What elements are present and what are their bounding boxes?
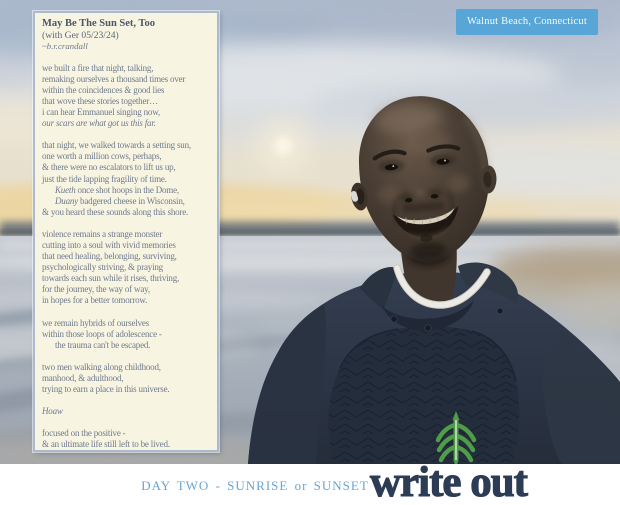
poem-line: we remain hybrids of ourselves bbox=[42, 317, 149, 328]
writeout-logo: write out bbox=[370, 459, 527, 505]
poem-line: our scars are what got us this far. bbox=[42, 118, 156, 129]
poem-line: that night, we walked towards a setting sun, bbox=[42, 140, 191, 151]
poem-line: trying to earn a place in this universe. bbox=[42, 384, 170, 395]
poem-line: & you heard these sounds along this shore. bbox=[42, 206, 189, 217]
poem-line: in hopes for a better tomorrow. bbox=[42, 295, 148, 306]
poem-line: i can hear Emmanuel singing now, bbox=[42, 107, 160, 118]
poem-line: towards each sun while it rises, thriving, bbox=[42, 273, 180, 284]
footer-bar bbox=[0, 459, 620, 505]
poem-stanza bbox=[42, 406, 212, 417]
day-label: DAY TWO - SUNRISE or SUNSET bbox=[141, 478, 369, 493]
poem-stanza bbox=[42, 229, 212, 307]
poem-stanza bbox=[42, 140, 212, 218]
poem-line: focused on the positive - bbox=[42, 428, 126, 439]
poem-line: for the journey, the way of way, bbox=[42, 284, 150, 295]
poem-line: & there were no escalators to lift us up, bbox=[42, 162, 176, 173]
poem-body bbox=[42, 63, 212, 451]
poem-line: within the coincidences & good lies bbox=[42, 84, 165, 95]
poem-stanza bbox=[42, 428, 212, 450]
poem-line: just the tide lapping fragility of time. bbox=[42, 173, 167, 184]
poem-card bbox=[33, 11, 219, 452]
poem-line: one worth a million cows, perhaps, bbox=[42, 151, 162, 162]
poem-line: Hoaw bbox=[42, 406, 63, 417]
poem-stanza bbox=[42, 362, 212, 395]
location-badge: Walnut Beach, Connecticut bbox=[456, 9, 598, 35]
poem-line: violence remains a strange monster bbox=[42, 228, 163, 239]
quilted-panel bbox=[328, 326, 519, 464]
poem-title: May Be The Sun Set, Too bbox=[42, 18, 156, 29]
poem-byline: ~b.r.crandall bbox=[42, 40, 88, 51]
poem-line: Duany badgered cheese in Wisconsin, bbox=[55, 195, 185, 206]
poem-line: psychologically striving, & praying bbox=[42, 262, 163, 273]
sun-glow bbox=[255, 118, 311, 174]
poem-stanza bbox=[42, 318, 212, 351]
poem-line: Kueth once shot hoops in the Dome, bbox=[55, 184, 179, 195]
poem-line: we built a fire that night, talking, bbox=[42, 62, 154, 73]
poem-line: remaking ourselves a thousand times over bbox=[42, 73, 186, 84]
poem-line: that need healing, belonging, surviving, bbox=[42, 251, 177, 262]
poem-line: that wove these stories together… bbox=[42, 95, 158, 106]
poem-subtitle: (with Ger 05/23/24) bbox=[42, 29, 119, 41]
poem-line: cutting into a soul with vivid memories bbox=[42, 240, 176, 250]
poem-line: manhood, & adulthood, bbox=[42, 372, 124, 383]
poem-line: the trauma can't be escaped. bbox=[55, 339, 151, 350]
poem-line: & an ultimate life still left to be lived. bbox=[42, 439, 170, 450]
poem-stanza bbox=[42, 63, 212, 130]
poem-line: within those loops of adolescence - bbox=[42, 328, 162, 339]
poem-line: two men walking along childhood, bbox=[42, 361, 161, 372]
